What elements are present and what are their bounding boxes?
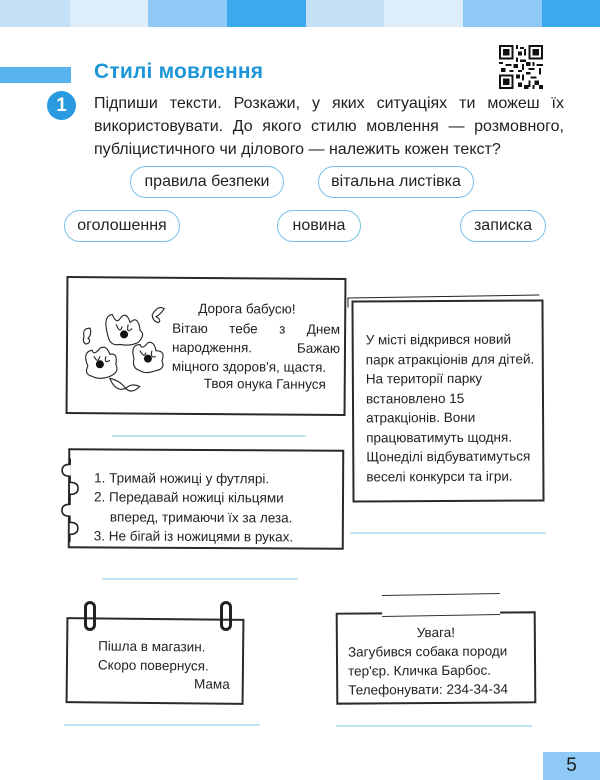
banner-segment (70, 0, 148, 27)
flowers-butterflies-icon (80, 296, 173, 397)
answer-line-rules[interactable] (102, 578, 298, 580)
banner-segment (306, 0, 384, 27)
safety-rules-card (68, 448, 345, 549)
answer-line-announcement[interactable] (336, 725, 532, 727)
banner-segment (148, 0, 227, 27)
banner-segment (227, 0, 306, 27)
task-number-badge: 1 (47, 91, 76, 120)
greeting-salutation: Дорога бабусю! (198, 300, 296, 317)
banner-segment (384, 0, 463, 27)
announcement-line-1: Загубився собака породи (347, 643, 508, 660)
tape-strip-icon (382, 593, 500, 617)
label-pill-news[interactable]: новина (277, 210, 361, 242)
title-accent-bar (0, 67, 71, 83)
label-pill-safety-rules[interactable]: правила безпеки (130, 166, 284, 198)
answer-line-greeting[interactable] (112, 435, 306, 437)
note-line-2: Скоро повернуся. (97, 657, 209, 674)
greeting-card (66, 276, 347, 416)
greeting-signature: Твоя онука Ганнуся (203, 375, 326, 392)
note-signature: Мама (193, 676, 230, 692)
label-pill-note[interactable]: записка (460, 210, 546, 242)
banner-segment (542, 0, 600, 27)
paper-clip-right-icon (220, 601, 232, 631)
label-pill-greeting-card[interactable]: вітальна листівка (318, 166, 474, 198)
rule-item-3: 3. Не бігай із ножицями в руках. (93, 528, 294, 545)
qr-code-icon[interactable] (499, 45, 543, 89)
banner-segment (0, 0, 70, 27)
answer-line-note[interactable] (64, 724, 260, 726)
top-banner (0, 0, 600, 27)
news-body: У місті відкрився новий парк атракціонів для дітей. На території парку встановлено 15 атракціонів. Вони працюватимуть щодня. Щонеділі відбуватимуться веселі конкурси та ігри. (365, 331, 535, 484)
announcement-heading: Увага! (416, 624, 455, 641)
page-number: 5 (543, 752, 600, 780)
news-card-page-edge (347, 295, 539, 308)
note-line-1: Пішла в магазин. (98, 638, 206, 655)
greeting-body: Вітаю тебе з Днем народження. Бажаю міцного здоров'я, щастя. (171, 320, 341, 375)
answer-line-news[interactable] (350, 532, 546, 534)
banner-segment (463, 0, 542, 27)
news-card (351, 299, 544, 502)
label-pill-announcement[interactable]: оголошення (64, 210, 180, 242)
task-instructions: Підпиши тексти. Розкажи, у яких ситуаціях ти можеш їх використовувати. До якого стилю мовлення — розмовного, публіцистичного чи ділового — належить кожен текст? (94, 95, 564, 158)
page-title: Стилі мовлення (94, 60, 264, 83)
puzzle-edge-icon (58, 458, 80, 542)
paper-clip-left-icon (84, 601, 96, 631)
announcement-line-3: Телефонувати: 234-34-34 (348, 681, 509, 698)
rule-item-1: 1. Тримай ножиці у футлярі. (94, 470, 270, 487)
announcement-line-2: тер'єр. Кличка Барбос. (348, 662, 492, 679)
rule-item-2: 2. Передавай ножиці кільцями вперед, тримаючи їх за леза. (93, 489, 293, 526)
announcement-card (336, 611, 537, 704)
